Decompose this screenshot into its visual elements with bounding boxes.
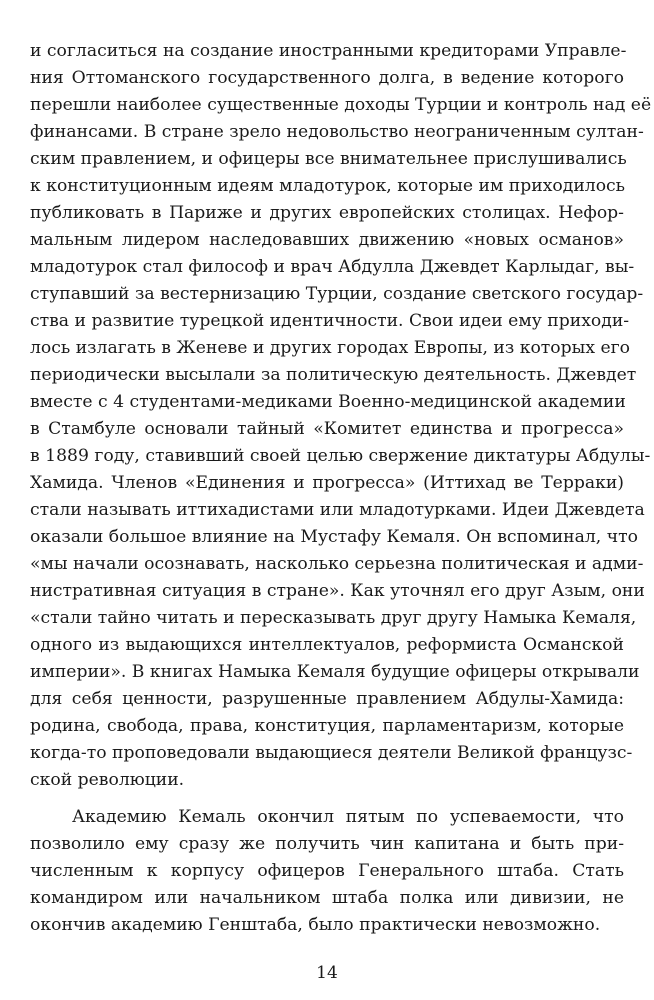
page-number: 14 [316, 963, 338, 983]
text-line: лось излагать в Женеве и других городах Европы, из которых его [30, 338, 631, 358]
text-line: финансами. В стране зрело недовольство неограниченным султан- [30, 122, 644, 142]
text-line: одного из выдающихся интеллектуалов, реформиста Османской [30, 635, 624, 655]
text-line: ния Оттоманского государственного долга, в ведение которого [30, 68, 624, 88]
text-line: ским правлением, и офицеры все внимательнее прислушивались [30, 149, 627, 169]
text-line: нистративная ситуация в стране». Как уточнял его друг Азым, они [30, 581, 645, 601]
text-line: когда-то проповедовали выдающиеся деятели Великой французс- [30, 743, 633, 763]
text-line: Академию Кемаль окончил пятым по успеваемости, что [72, 807, 624, 827]
text-line: для себя ценности, разрушенные правлением Абдулы-Хамида: [30, 689, 624, 709]
text-line: ства и развитие турецкой идентичности. Свои идеи ему приходи- [30, 311, 630, 331]
text-line: публиковать в Париже и других европейских столицах. Нефор- [30, 203, 624, 223]
text-line: позволило ему сразу же получить чин капитана и быть при- [30, 834, 624, 854]
paragraph-2 [30, 804, 624, 939]
text-line: империи». В книгах Намыка Кемаля будущие офицеры открывали [30, 662, 640, 682]
text-line: в 1889 году, ставивший своей целью свержение диктатуры Абдулы- [30, 446, 651, 466]
paragraph-1 [30, 38, 652, 794]
text-line: стали называть иттихадистами или младотурками. Идеи Джевдета [30, 500, 645, 520]
text-line: периодически высылали за политическую деятельность. Джевдет [30, 365, 637, 385]
text-line: Хамида. Членов «Единения и прогресса» (Иттихад ве Терраки) [30, 473, 624, 493]
text-line: оказали большое влияние на Мустафу Кемаля. Он вспоминал, что [30, 527, 638, 547]
text-line: вместе с 4 студентами-медиками Военно-медицинской академии [30, 392, 626, 412]
text-line: «мы начали осознавать, насколько серьезна политическая и адми- [30, 554, 644, 574]
text-line: к конституционным идеям младотурок, которые им приходилось [30, 176, 626, 196]
text-line: численным к корпусу офицеров Генерального штаба. Стать [30, 861, 624, 881]
text-line: родина, свобода, права, конституция, парламентаризм, которые [30, 716, 624, 736]
text-line: перешли наиболее существенные доходы Турции и контроль над её [30, 95, 652, 115]
text-line: ской революции. [30, 770, 185, 790]
text-line: и согласиться на создание иностранными кредиторами Управле- [30, 41, 627, 61]
text-line: мальным лидером наследовавших движению «новых османов» [30, 230, 624, 250]
text-line: младотурок стал философ и врач Абдулла Джевдет Карлыдаг, вы- [30, 257, 635, 277]
text-line: «стали тайно читать и пересказывать друг другу Намыка Кемаля, [30, 608, 637, 628]
text-line: командиром или начальником штаба полка или дивизии, не [30, 888, 624, 908]
text-line: в Стамбуле основали тайный «Комитет единства и прогресса» [30, 419, 624, 439]
text-line: ступавший за вестернизацию Турции, создание светского государ- [30, 284, 644, 304]
text-line: окончив академию Генштаба, было практически невозможно. [30, 915, 601, 935]
